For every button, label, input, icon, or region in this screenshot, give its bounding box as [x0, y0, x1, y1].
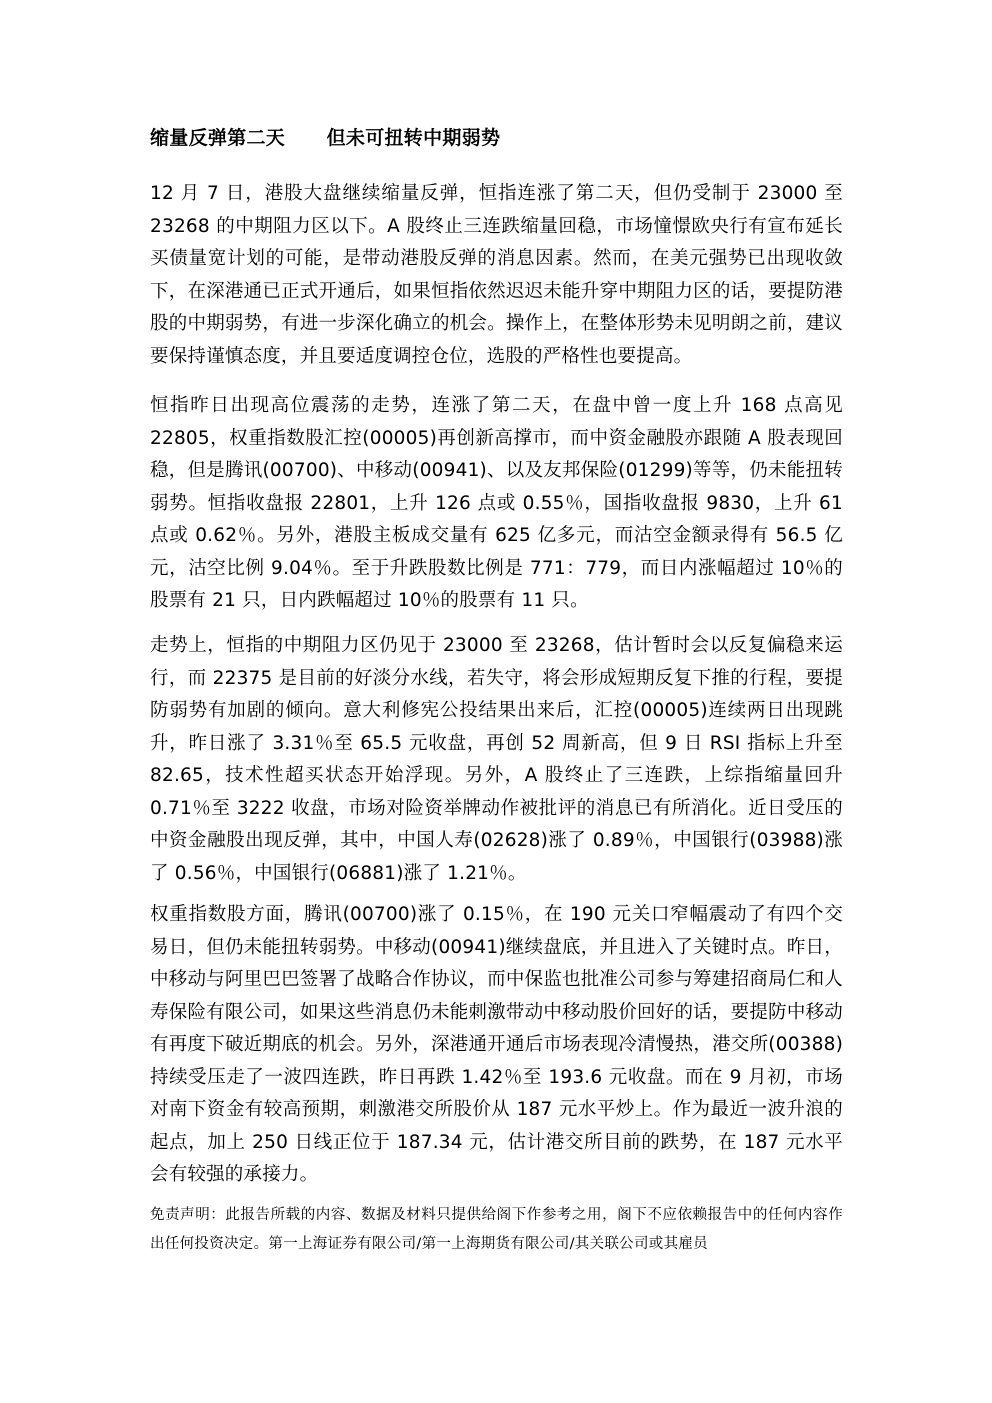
paragraph-heavyweights: 权重指数股方面，腾讯(00700)涨了 0.15％，在 190 元关口窄幅震动了有四个交易日，但仍未能扭转弱势。中移动(00941)继续盘底，并且进入了关键时点。昨日，中移动与阿里巴巴签署了战略合作协议，而中保监也批准公司参与筹建招商局仁和人寿保险有限公司，如果这些消息仍未能刺激带动中移动股价回好的话，要提防中移动有再度下破近期底的机会。另外，深港通开通后市场表现冷清慢热，港交所(00388)持续受压走了一波四连跌，昨日再跌 1.42％至 193.6 元收盘。而在 9 月初，市场对南下资金有较高预期，刺激港交所股价从 187 元水平炒上。作为最近一波升浪的起点，加上 250 日线正位于 187.34 元，估计港交所目前的跌势，在 187 元水平会有较强的承接力。: [150, 904, 843, 1185]
paragraph-index-performance: 恒指昨日出现高位震荡的走势，连涨了第二天，在盘中曾一度上升 168 点高见 22805，权重指数股汇控(00005)再创新高撑市，而中资金融股亦跟随 A 股表现回稳，但是腾讯(00700)、中移动(00941)、以及友邦保险(01299)等等，仍未能扭转弱势。恒指收盘报 22801，上升 126 点或 0.55％，国指收盘报 9830，上升 61 点或 0.62％。另外，港股主板成交量有 625 亿多元，而沽空金额录得有 56.5 亿元，沽空比例 9.04％。至于升跌股数比例是 771：779，而日内涨幅超过 10％的股票有 21 只，日内跌幅超过 10％的股票有 11 只。: [150, 395, 843, 611]
paragraph-trend-analysis: 走势上，恒指的中期阻力区仍见于 23000 至 23268，估计暂时会以反复偏稳来运行，而 22375 是目前的好淡分水线，若失守，将会形成短期反复下推的行程，要提防弱势有加剧的倾向。意大利修宪公投结果出来后，汇控(00005)连续两日出现跳升，昨日涨了 3.31％至 65.5 元收盘，再创 52 周新高，但 9 日 RSI 指标上升至 82.65，技术性超买状态开始浮现。另外，A 股终止了三连跌，上综指缩量回升 0.71％至 3222 收盘，市场对险资举牌动作被批评的消息已有所消化。近日受压的中资金融股出现反弹，其中，中国人寿(02628)涨了 0.89％，中国银行(03988)涨了 0.56％，中国银行(06881)涨了 1.21％。: [150, 635, 843, 884]
article-title: 缩量反弹第二天 但未可扭转中期弱势: [150, 127, 501, 149]
paragraph-market-overview: 12 月 7 日，港股大盘继续缩量反弹，恒指连涨了第二天，但仍受制于 23000 至 23268 的中期阻力区以下。A 股终止三连跌缩量回稳，市场憧憬欧央行有宣布延长买债量宽计划的可能，是带动港股反弹的消息因素。然而，在美元强势已出现收敛下，在深港通已正式开通后，如果恒指依然迟迟未能升穿中期阻力区的话，要提防港股的中期弱势，有进一步深化确立的机会。操作上，在整体形势未见明朗之前，建议要保持谨慎态度，并且要适度调控仓位，选股的严格性也要提高。: [150, 183, 843, 367]
disclaimer-text: 免责声明：此报告所载的内容、数据及材料只提供给阁下作参考之用，阁下不应依赖报告中的任何内容作出任何投资决定。第一上海证券有限公司/第一上海期货有限公司/其关联公司或其雇员: [150, 1207, 843, 1252]
